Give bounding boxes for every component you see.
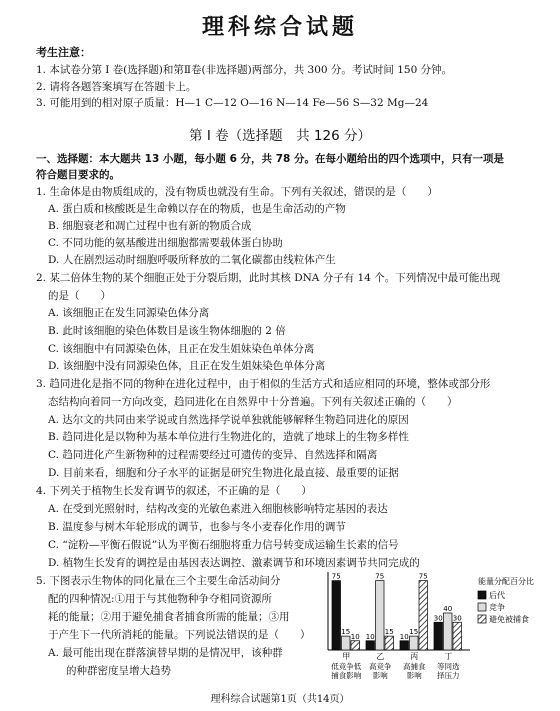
bar-value-label: 75 bbox=[331, 572, 341, 581]
question-5-stem-line1: 5. 下图表示生物体的同化量在三个主要生命活动间分 bbox=[36, 575, 281, 587]
bar-value-label: 30 bbox=[452, 614, 462, 623]
bar-乙-避免被捕食 bbox=[385, 636, 394, 650]
notice-heading: 考生注意： bbox=[36, 46, 91, 59]
question-2-option-d: D. 该细胞中没有同源染色体，且正在发生姐妹染色单体分离 bbox=[48, 360, 326, 372]
bar-value-label: 10 bbox=[399, 632, 409, 641]
question-5-option-a-line1: A. 最可能出现在群落演替早期的是情况甲，该种群 bbox=[48, 647, 283, 659]
question-3-stem-line2: 态结构向着同一方向改变，趋同进化在自然界中十分普遍。下列有关叙述正确的（ ） bbox=[48, 396, 458, 408]
bar-乙-竞争 bbox=[376, 581, 385, 650]
category-label: 甲 bbox=[342, 652, 351, 661]
part-heading-line2: 符合题目要求的。 bbox=[36, 169, 120, 181]
bar-甲-后代 bbox=[332, 581, 341, 650]
bar-value-label: 30 bbox=[433, 614, 443, 623]
question-1-stem: 1. 生命体是由物质组成的，没有物质也就没有生命。下列有关叙述，错误的是（ ） bbox=[36, 186, 438, 198]
notice-item-3: 3. 可能用到的相对原子质量：H—1 C—12 O—16 N—14 Fe—56 S—32 Mg—24 bbox=[36, 97, 429, 109]
question-4-stem: 4. 下列关于植物生长发育调节的叙述，不正确的是（ ） bbox=[36, 485, 312, 497]
bar-value-label: 15 bbox=[384, 628, 394, 637]
question-1-option-c: C. 不同功能的氨基酸进出细胞都需要载体蛋白协助 bbox=[48, 237, 283, 249]
legend-swatch bbox=[478, 591, 486, 599]
notice-item-1: 1. 本试卷分第 I 卷(选择题)和第Ⅱ卷(非选择题)两部分，共 300 分。考试时间 150 分钟。 bbox=[36, 64, 453, 76]
question-4-option-b: B. 温度参与树木年轮形成的调节，也参与冬小麦春化作用的调节 bbox=[48, 521, 346, 533]
category-label: 丁 bbox=[444, 652, 453, 661]
page-footer: 理科综合试题第1页（共14页） bbox=[210, 694, 350, 705]
question-1-option-b: B. 细胞衰老和凋亡过程中也有新的物质合成 bbox=[48, 220, 252, 232]
question-2-option-b: B. 此时该细胞的染色体数目是该生物体细胞的 2 倍 bbox=[48, 325, 286, 337]
question-3-option-a: A. 达尔文的共同由来学说或自然选择学说单独就能够解释生物趋同进化的原因 bbox=[48, 414, 409, 426]
legend-swatch bbox=[478, 615, 486, 623]
legend-label: 避免被捕食 bbox=[489, 615, 529, 624]
question-5-stem-line2: 配的四种情况:①用于与其他物种争夺相同资源所 bbox=[48, 593, 273, 605]
bar-甲-避免被捕食 bbox=[351, 641, 360, 650]
bar-value-label: 15 bbox=[409, 628, 419, 637]
question-5-stem-line3: 耗的能量；②用于避免捕食者捕食所需的能量；③用 bbox=[48, 611, 290, 623]
question-3-option-d: D. 目前来看，细胞和分子水平的证据是研究生物进化最直接、最重要的证据 bbox=[48, 467, 399, 479]
question-2-option-c: C. 该细胞中有同源染色体，且正在发生姐妹染色单体分离 bbox=[48, 343, 315, 355]
category-description: 影响 bbox=[406, 671, 422, 680]
question-4-option-c: C. “淀粉—平衡石假说”认为平衡石细胞将重力信号转变成运输生长素的信号 bbox=[48, 539, 399, 551]
bar-丙-避免被捕食 bbox=[419, 581, 428, 650]
bar-丙-竞争 bbox=[410, 636, 419, 650]
legend-label: 后代 bbox=[489, 591, 505, 600]
question-2-stem-line1: 2. 某二倍体生物的某个细胞正处于分裂后期，此时其核 DNA 分子有 14 个。下列情况中最可能出现 bbox=[36, 272, 501, 284]
legend-swatch bbox=[478, 603, 486, 611]
question-2-stem-line2: 的是（ ） bbox=[48, 290, 111, 302]
part-heading-line1: 一、选择题：本大题共 13 小题，每小题 6 分，共 78 分。在每小题给出的四个选项中，只有一项是 bbox=[36, 153, 504, 165]
legend-label: 竞争 bbox=[489, 603, 505, 612]
category-description: 低竞争低 bbox=[331, 662, 362, 671]
section-title: 第 I 卷（选择题 共 126 分） bbox=[189, 128, 371, 144]
page-title: 理科综合试题 bbox=[201, 15, 358, 40]
bar-丁-避免被捕食 bbox=[453, 622, 462, 650]
bar-value-label: 40 bbox=[443, 605, 453, 613]
bar-value-label: 10 bbox=[365, 632, 375, 641]
question-4-option-a: A. 在受到光照射时，结构改变的光敏色素进入细胞核影响特定基因的表达 bbox=[48, 503, 388, 515]
question-1-option-d: D. 人在剧烈运动时细胞呼吸所释放的二氧化碳都由线粒体产生 bbox=[48, 254, 336, 266]
question-3-option-c: C. 趋同进化产生新物种的过程需要经过可遗传的变异、自然选择和隔离 bbox=[48, 449, 378, 461]
category-label: 丙 bbox=[410, 652, 419, 661]
bar-丙-后代 bbox=[400, 641, 409, 650]
category-label: 乙 bbox=[376, 652, 385, 661]
bar-甲-竞争 bbox=[342, 636, 351, 650]
question-5-stem-line4: 于产生下一代所消耗的能量。下列说法错误的是（ ） bbox=[48, 629, 311, 641]
legend-title: 能量分配百分比 bbox=[478, 577, 534, 586]
category-description: 高捕食 bbox=[403, 662, 426, 671]
bar-value-label: 15 bbox=[341, 628, 351, 637]
question-5-option-a-line2: 的种群密度呈增大趋势 bbox=[66, 665, 171, 677]
bar-value-label: 75 bbox=[418, 572, 428, 581]
question-1-option-a: A. 蛋白质和核酸既是生命赖以存在的物质，也是生命活动的产物 bbox=[48, 203, 346, 215]
category-description: 捕食影响 bbox=[331, 671, 362, 680]
category-description: 等同选 bbox=[437, 662, 460, 671]
bar-丁-后代 bbox=[434, 622, 443, 650]
bar-丁-竞争 bbox=[444, 613, 453, 650]
question-3-option-b: B. 趋同进化是以物种为基本单位进行生物进化的，造就了地球上的生物多样性 bbox=[48, 431, 409, 443]
notice-item-2: 2. 请将各题答案填写在答题卡上。 bbox=[36, 81, 197, 93]
category-description: 影响 bbox=[372, 671, 388, 680]
energy-allocation-chart bbox=[318, 570, 554, 688]
category-description: 择压力 bbox=[437, 671, 460, 680]
bar-value-label: 10 bbox=[350, 632, 360, 641]
bar-value-label: 75 bbox=[375, 572, 385, 581]
category-description: 高竞争 bbox=[369, 662, 392, 671]
question-2-option-a: A. 该细胞正在发生同源染色体分离 bbox=[48, 307, 210, 319]
question-3-stem-line1: 3. 趋同进化是指不同的物种在进化过程中，由于相似的生活方式和适应相同的环境，整体或部分形 bbox=[36, 378, 491, 390]
question-4-option-d: D. 植物生长发育的调控是由基因表达调控、激素调节和环境因素调节共同完成的 bbox=[48, 557, 420, 569]
bar-乙-后代 bbox=[366, 641, 375, 650]
